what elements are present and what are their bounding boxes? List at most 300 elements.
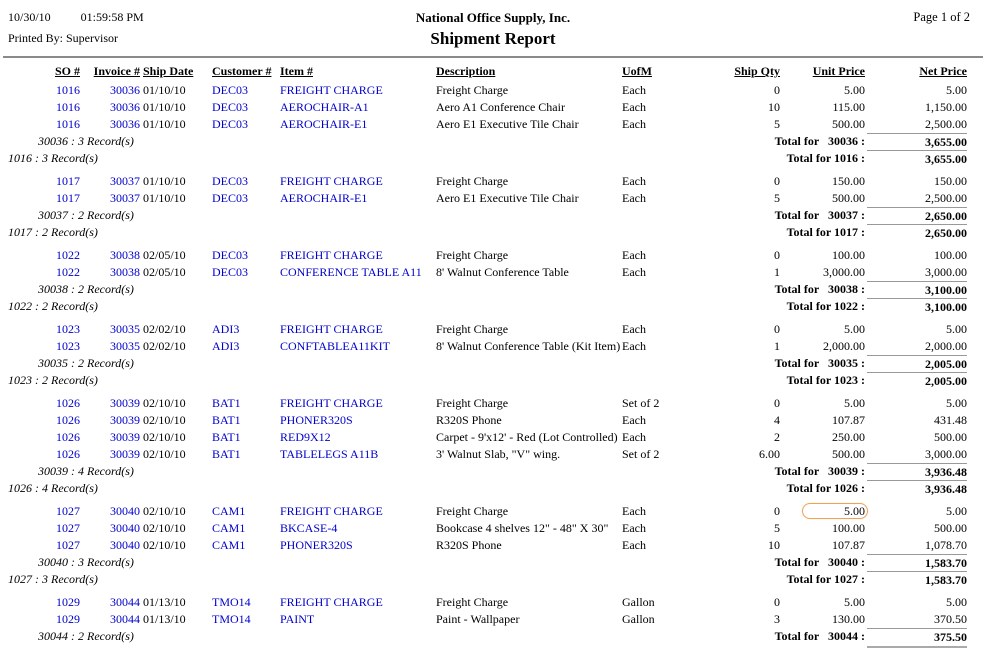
uofm: Each (622, 521, 646, 535)
unit-price (780, 611, 865, 628)
so-number-link[interactable]: 1016 (56, 100, 80, 114)
table-row (8, 99, 986, 116)
column-item: Item # (280, 64, 313, 78)
net-price: 500.00 (934, 430, 967, 444)
table-row (8, 321, 986, 338)
ship-date: 02/10/10 (143, 538, 186, 552)
ship-date: 02/02/10 (143, 339, 186, 353)
customer-link[interactable]: BAT1 (212, 430, 241, 444)
ship-qty: 4 (774, 413, 780, 427)
column-ship-date: Ship Date (143, 64, 194, 78)
so-total-label: Total for 1022 : (786, 299, 865, 313)
column-description: Description (436, 64, 496, 78)
ship-qty: 5 (774, 117, 780, 131)
unit-price-value: 3,000.00 (823, 265, 865, 279)
net-price: 5.00 (946, 322, 967, 336)
customer-link[interactable]: ADI3 (212, 339, 240, 353)
ship-date: 02/10/10 (143, 447, 186, 461)
so-total-cell (865, 480, 967, 498)
net-price: 431.48 (934, 413, 967, 427)
invoice-number-link[interactable]: 30035 (110, 339, 140, 353)
net-price: 5.00 (946, 83, 967, 97)
so-total-cell (865, 224, 967, 242)
invoice-record-count: 30039 : 4 Record(s) (38, 464, 134, 478)
report-body (0, 58, 986, 645)
uofm: Each (622, 322, 646, 336)
unit-price-value: 250.00 (832, 430, 865, 444)
description: 8' Walnut Conference Table (Kit Item) (436, 339, 621, 353)
shipment-group (8, 247, 986, 315)
invoice-number-link[interactable]: 30036 (110, 100, 140, 114)
ship-qty: 0 (774, 322, 780, 336)
invoice-number-link[interactable]: 30038 (110, 265, 140, 279)
ship-qty: 0 (774, 248, 780, 262)
so-total-value: 3,936.48 (867, 480, 967, 498)
item-link[interactable]: FREIGHT CHARGE (280, 504, 383, 518)
ship-qty: 5 (774, 191, 780, 205)
customer-link[interactable]: DEC03 (212, 100, 248, 114)
net-price: 500.00 (934, 521, 967, 535)
item-link[interactable]: PHONER320S (280, 538, 353, 552)
unit-price-value: 500.00 (832, 447, 865, 461)
item-link[interactable]: CONFERENCE TABLE A11 (280, 265, 422, 279)
item-link[interactable]: PAINT (280, 612, 315, 626)
invoice-number-link[interactable]: 30039 (110, 447, 140, 461)
net-price: 150.00 (934, 174, 967, 188)
so-total-cell (865, 298, 967, 316)
invoice-total-value: 3,655.00 (867, 133, 967, 151)
customer-link[interactable]: DEC03 (212, 174, 248, 188)
customer-link[interactable]: DEC03 (212, 83, 248, 97)
invoice-total-cell (865, 281, 967, 299)
item-link[interactable]: FREIGHT CHARGE (280, 595, 383, 609)
table-row (8, 520, 986, 537)
uofm: Each (622, 100, 646, 114)
so-number-link[interactable]: 1017 (56, 174, 80, 188)
unit-price-value: 5.00 (844, 322, 865, 336)
invoice-number-link[interactable]: 30039 (110, 430, 140, 444)
ship-qty: 10 (768, 100, 780, 114)
unit-price-value: 2,000.00 (823, 339, 865, 353)
invoice-number-link[interactable]: 30044 (110, 595, 140, 609)
item-link[interactable]: FREIGHT CHARGE (280, 174, 383, 188)
unit-price-value: 5.00 (844, 83, 865, 97)
uofm: Each (622, 248, 646, 262)
shipment-group (8, 82, 986, 167)
column-ship-qty: Ship Qty (734, 64, 780, 78)
table-row (8, 611, 986, 628)
so-number-link[interactable]: 1026 (56, 396, 80, 410)
so-total-label: Total for 1027 : (786, 572, 865, 586)
customer-link[interactable]: DEC03 (212, 117, 248, 131)
table-row (8, 338, 986, 355)
unit-price-value: 100.00 (832, 521, 865, 535)
invoice-record-count: 30038 : 2 Record(s) (38, 282, 134, 296)
so-number-link[interactable]: 1029 (56, 595, 80, 609)
invoice-total-row (8, 281, 986, 298)
unit-price-value: 100.00 (832, 248, 865, 262)
invoice-record-count: 30036 : 3 Record(s) (38, 134, 134, 148)
printed-by: Printed By: Supervisor (8, 31, 118, 45)
invoice-total-cell (865, 207, 967, 225)
shipment-group (8, 503, 986, 588)
invoice-total-cell (865, 463, 967, 481)
net-price: 2,500.00 (925, 117, 967, 131)
unit-price-value: 500.00 (832, 117, 865, 131)
description: Freight Charge (436, 174, 509, 188)
description: Freight Charge (436, 322, 509, 336)
invoice-number-link[interactable]: 30040 (110, 538, 140, 552)
unit-price (780, 503, 865, 520)
table-row (8, 594, 986, 611)
invoice-total-cell (865, 133, 967, 151)
so-number-link[interactable]: 1022 (56, 265, 80, 279)
ship-qty: 1 (774, 339, 780, 353)
customer-link[interactable]: BAT1 (212, 447, 241, 461)
so-total-value: 3,100.00 (867, 298, 967, 316)
invoice-total-value: 1,583.70 (867, 554, 967, 572)
ship-date: 02/10/10 (143, 430, 186, 444)
item-link[interactable]: AEROCHAIR-E1 (280, 191, 368, 205)
uofm: Each (622, 191, 646, 205)
ship-date: 02/02/10 (143, 322, 186, 336)
invoice-total-label: Total for 30040 : (774, 555, 865, 569)
unit-price-value: 150.00 (832, 174, 865, 188)
so-total-label: Total for 1026 : (786, 481, 865, 495)
description: R320S Phone (436, 413, 502, 427)
unit-price (780, 247, 865, 264)
ship-qty: 5 (774, 521, 780, 535)
ship-date: 02/10/10 (143, 504, 186, 518)
unit-price (780, 116, 865, 133)
invoice-total-label: Total for 30035 : (774, 356, 865, 370)
uofm: Each (622, 174, 646, 188)
description: Aero E1 Executive Tile Chair (436, 117, 579, 131)
ship-date: 01/10/10 (143, 83, 186, 97)
uofm: Each (622, 504, 646, 518)
item-link[interactable]: CONFTABLEA11KIT (280, 339, 390, 353)
unit-price (780, 446, 865, 463)
print-date: 10/30/10 (8, 10, 51, 24)
ship-date: 02/05/10 (143, 248, 186, 262)
so-total-row (8, 224, 986, 241)
invoice-total-row (8, 628, 986, 645)
column-customer: Customer # (212, 64, 272, 78)
report-header (0, 0, 986, 56)
invoice-total-label: Total for 30038 : (774, 282, 865, 296)
invoice-number-link[interactable]: 30044 (110, 612, 140, 626)
so-record-count: 1026 : 4 Record(s) (8, 481, 98, 495)
customer-link[interactable]: BAT1 (212, 413, 241, 427)
invoice-number-link[interactable]: 30039 (110, 413, 140, 427)
net-price: 5.00 (946, 504, 967, 518)
so-total-cell (865, 372, 967, 390)
unit-price (780, 594, 865, 611)
column-uofm: UofM (622, 64, 652, 78)
so-number-link[interactable]: 1027 (56, 538, 80, 552)
so-total-row (8, 150, 986, 167)
description: Freight Charge (436, 504, 509, 518)
item-link[interactable]: RED9X12 (280, 430, 331, 444)
description: Aero A1 Conference Chair (436, 100, 565, 114)
so-record-count: 1023 : 2 Record(s) (8, 373, 98, 387)
unit-price (780, 264, 865, 281)
so-number-link[interactable]: 1026 (56, 413, 80, 427)
uofm: Each (622, 83, 646, 97)
item-link[interactable]: FREIGHT CHARGE (280, 322, 383, 336)
so-number-link[interactable]: 1023 (56, 339, 80, 353)
so-total-value: 2,005.00 (867, 372, 967, 390)
invoice-total-value: 3,100.00 (867, 281, 967, 299)
customer-link[interactable]: TMO14 (212, 612, 251, 626)
item-link[interactable]: AEROCHAIR-E1 (280, 117, 368, 131)
invoice-number-link[interactable]: 30037 (110, 191, 140, 205)
invoice-total-cell (865, 355, 967, 373)
description: Freight Charge (436, 248, 509, 262)
net-price: 1,150.00 (925, 100, 967, 114)
item-link[interactable]: PHONER320S (280, 413, 353, 427)
customer-link[interactable]: ADI3 (212, 322, 240, 336)
unit-price-value: 5.00 (844, 396, 865, 410)
uofm: Each (622, 265, 646, 279)
ship-qty: 1 (774, 265, 780, 279)
so-record-count: 1022 : 2 Record(s) (8, 299, 98, 313)
invoice-number-link[interactable]: 30040 (110, 521, 140, 535)
unit-price (780, 395, 865, 412)
uofm: Each (622, 413, 646, 427)
so-record-count: 1027 : 3 Record(s) (8, 572, 98, 586)
so-number-link[interactable]: 1027 (56, 504, 80, 518)
item-link[interactable]: TABLELEGS A11B (280, 447, 379, 461)
description: 8' Walnut Conference Table (436, 265, 569, 279)
invoice-record-count: 30035 : 2 Record(s) (38, 356, 134, 370)
unit-price-value: 130.00 (832, 612, 865, 626)
invoice-total-value: 3,936.48 (867, 463, 967, 481)
ship-date: 01/10/10 (143, 117, 186, 131)
page-indicator: Page 1 of 2 (913, 10, 970, 24)
description: Freight Charge (436, 595, 509, 609)
shipment-group (8, 321, 986, 389)
invoice-total-label: Total for 30036 : (774, 134, 865, 148)
unit-price (780, 82, 865, 99)
table-row (8, 537, 986, 554)
so-number-link[interactable]: 1026 (56, 430, 80, 444)
ship-qty: 2 (774, 430, 780, 444)
unit-price (780, 190, 865, 207)
table-row (8, 412, 986, 429)
invoice-total-label: Total for 30039 : (774, 464, 865, 478)
ship-date: 01/10/10 (143, 174, 186, 188)
table-row (8, 173, 986, 190)
customer-link[interactable]: DEC03 (212, 265, 248, 279)
unit-price-value: 107.87 (832, 538, 865, 552)
ship-qty: 0 (774, 396, 780, 410)
net-price: 5.00 (946, 396, 967, 410)
uofm: Each (622, 117, 646, 131)
so-total-value: 1,583.70 (867, 571, 967, 589)
so-total-cell (865, 150, 967, 168)
description: Freight Charge (436, 83, 509, 97)
table-row (8, 429, 986, 446)
highlighted-unit-price[interactable]: 5.00 (802, 503, 868, 519)
table-row (8, 82, 986, 99)
customer-link[interactable]: DEC03 (212, 248, 248, 262)
net-price: 2,500.00 (925, 191, 967, 205)
ship-qty: 0 (774, 595, 780, 609)
customer-link[interactable]: CAM1 (212, 521, 246, 535)
invoice-total-row (8, 355, 986, 372)
invoice-record-count: 30040 : 3 Record(s) (38, 555, 134, 569)
ship-qty: 0 (774, 504, 780, 518)
invoice-total-row (8, 554, 986, 571)
ship-qty: 0 (774, 83, 780, 97)
net-price: 3,000.00 (925, 447, 967, 461)
unit-price-value: 107.87 (832, 413, 865, 427)
description: Bookcase 4 shelves 12" - 48" X 30" (436, 521, 609, 535)
net-price: 5.00 (946, 595, 967, 609)
invoice-total-row (8, 207, 986, 224)
ship-qty: 10 (768, 538, 780, 552)
so-total-label: Total for 1016 : (786, 151, 865, 165)
ship-date: 02/10/10 (143, 396, 186, 410)
ship-date: 01/13/10 (143, 612, 186, 626)
table-row (8, 446, 986, 463)
unit-price (780, 338, 865, 355)
unit-price (780, 520, 865, 537)
print-time: 01:59:58 PM (80, 10, 144, 24)
so-total-row (8, 571, 986, 588)
unit-price (780, 537, 865, 554)
so-total-row (8, 480, 986, 497)
invoice-number-link[interactable]: 30040 (110, 504, 140, 518)
uofm: Set of 2 (622, 447, 660, 461)
invoice-number-link[interactable]: 30038 (110, 248, 140, 262)
net-price: 3,000.00 (925, 265, 967, 279)
so-number-link[interactable]: 1022 (56, 248, 80, 262)
invoice-number-link[interactable]: 30035 (110, 322, 140, 336)
item-link[interactable]: AEROCHAIR-A1 (280, 100, 369, 114)
invoice-total-cell (865, 554, 967, 572)
customer-link[interactable]: TMO14 (212, 595, 251, 609)
net-price: 370.50 (934, 612, 967, 626)
description: 3' Walnut Slab, "V" wing. (436, 447, 561, 461)
invoice-record-count: 30037 : 2 Record(s) (38, 208, 134, 222)
unit-price (780, 173, 865, 190)
invoice-number-link[interactable]: 30037 (110, 174, 140, 188)
item-link[interactable]: FREIGHT CHARGE (280, 248, 383, 262)
table-row (8, 264, 986, 281)
unit-price (780, 321, 865, 338)
table-row (8, 190, 986, 207)
uofm: Gallon (622, 595, 655, 609)
so-total-row (8, 298, 986, 315)
customer-link[interactable]: CAM1 (212, 538, 246, 552)
item-link[interactable]: BKCASE-4 (280, 521, 338, 535)
customer-link[interactable]: DEC03 (212, 191, 248, 205)
description: R320S Phone (436, 538, 502, 552)
so-number-link[interactable]: 1016 (56, 83, 80, 97)
company-name: National Office Supply, Inc. (415, 10, 571, 25)
item-link[interactable]: FREIGHT CHARGE (280, 396, 383, 410)
description: Freight Charge (436, 396, 509, 410)
column-header-row (8, 58, 986, 82)
invoice-total-value: 375.50 (867, 628, 967, 648)
table-row (8, 503, 986, 520)
ship-date: 01/10/10 (143, 191, 186, 205)
invoice-number-link[interactable]: 30036 (110, 117, 140, 131)
report-title: Shipment Report (430, 29, 556, 48)
invoice-number-link[interactable]: 30036 (110, 83, 140, 97)
invoice-total-row (8, 463, 986, 480)
unit-price (780, 429, 865, 446)
so-number-link[interactable]: 1017 (56, 191, 80, 205)
ship-date: 02/10/10 (143, 413, 186, 427)
so-record-count: 1017 : 2 Record(s) (8, 225, 98, 239)
invoice-total-row (8, 133, 986, 150)
net-price: 1,078.70 (925, 538, 967, 552)
customer-link[interactable]: CAM1 (212, 504, 246, 518)
description: Paint - Wallpaper (436, 612, 520, 626)
so-total-value: 3,655.00 (867, 150, 967, 168)
customer-link[interactable]: BAT1 (212, 396, 241, 410)
invoice-number-link[interactable]: 30039 (110, 396, 140, 410)
uofm: Each (622, 430, 646, 444)
uofm: Each (622, 339, 646, 353)
item-link[interactable]: FREIGHT CHARGE (280, 83, 383, 97)
table-row (8, 247, 986, 264)
shipment-group (8, 173, 986, 241)
invoice-total-value: 2,650.00 (867, 207, 967, 225)
so-number-link[interactable]: 1023 (56, 322, 80, 336)
so-number-link[interactable]: 1016 (56, 117, 80, 131)
invoice-total-value: 2,005.00 (867, 355, 967, 373)
so-total-label: Total for 1017 : (786, 225, 865, 239)
ship-date: 01/13/10 (143, 595, 186, 609)
table-row (8, 116, 986, 133)
ship-date: 02/05/10 (143, 265, 186, 279)
unit-price (780, 99, 865, 116)
column-invoice: Invoice # (93, 64, 140, 78)
uofm: Each (622, 538, 646, 552)
so-total-cell (865, 571, 967, 589)
table-row (8, 395, 986, 412)
description: Carpet - 9'x12' - Red (Lot Controlled) (436, 430, 618, 444)
invoice-total-label: Total for 30037 : (774, 208, 865, 222)
unit-price-value: 115.00 (832, 100, 865, 114)
ship-date: 01/10/10 (143, 100, 186, 114)
unit-price-value: 5.00 (844, 595, 865, 609)
so-number-link[interactable]: 1029 (56, 612, 80, 626)
so-record-count: 1016 : 3 Record(s) (8, 151, 98, 165)
ship-date: 02/10/10 (143, 521, 186, 535)
invoice-record-count: 30044 : 2 Record(s) (38, 629, 134, 643)
unit-price-value: 500.00 (832, 191, 865, 205)
so-number-link[interactable]: 1026 (56, 447, 80, 461)
uofm: Gallon (622, 612, 655, 626)
so-number-link[interactable]: 1027 (56, 521, 80, 535)
so-total-value: 2,650.00 (867, 224, 967, 242)
uofm: Set of 2 (622, 396, 660, 410)
ship-qty: 3 (774, 612, 780, 626)
net-price: 2,000.00 (925, 339, 967, 353)
column-net-price: Net Price (919, 64, 967, 78)
net-price: 100.00 (934, 248, 967, 262)
column-so: SO # (54, 64, 80, 78)
invoice-total-label: Total for 30044 : (774, 629, 865, 643)
shipment-group (8, 395, 986, 497)
ship-qty: 0 (774, 174, 780, 188)
so-total-label: Total for 1023 : (786, 373, 865, 387)
